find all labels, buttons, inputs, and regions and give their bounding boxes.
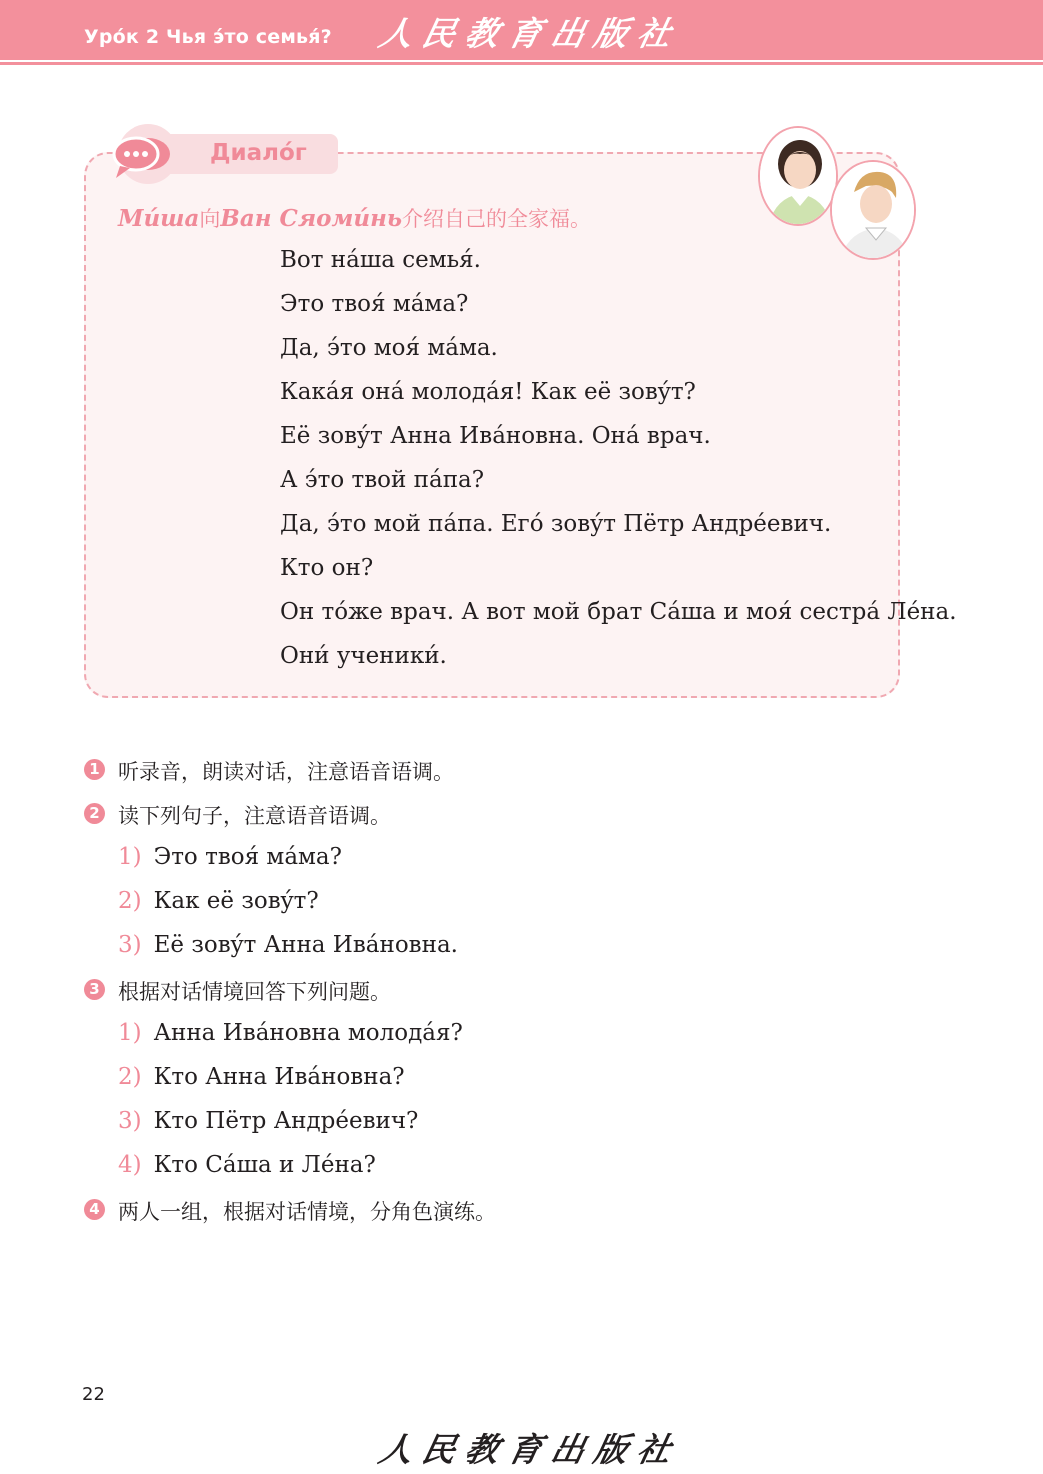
dialog-utterance: Это твоя́ мáма? [280, 291, 469, 317]
publisher-logo-header: 人民教育出版社 [375, 14, 685, 53]
task-number-badge: 4 [84, 1199, 105, 1220]
task-item-number: 1) [118, 844, 142, 870]
task-item-text: Анна Ивáновна молодáя? [153, 1020, 463, 1046]
intro-name-misha: Ми́ша [118, 205, 200, 232]
dialog-utterance: Кто он? [280, 555, 374, 581]
task-item [118, 844, 342, 874]
avatar-boy [830, 160, 916, 260]
header-rule [0, 62, 1043, 65]
task-item-number: 4) [118, 1152, 142, 1178]
dialog-utterance: Её зовýт Анна Ивáновна. Онá врач. [280, 423, 711, 449]
task-item [118, 1108, 418, 1138]
task-item-text: Как её зовýт? [153, 888, 319, 914]
dialog-utterance: Да, э́то мой пáпа. Егó зовýт Пётр Андрéевич. [280, 511, 832, 537]
task-item-number: 2) [118, 1064, 142, 1090]
task-item [118, 1064, 405, 1094]
task-number-badge: 2 [84, 803, 105, 824]
task-item-text: Её зовýт Анна Ивáновна. [153, 932, 458, 958]
task-item-text: Это твоя́ мáма? [153, 844, 342, 870]
task-instruction: 两人一组，根据对话情境，分角色演练。 [118, 1200, 496, 1224]
task-item [118, 1152, 376, 1182]
dialog-intro [118, 203, 591, 233]
chat-bubbles-icon [108, 124, 182, 186]
task-item [118, 888, 319, 918]
dialog-utterance: Он тóже врач. А вот мой брат Сáша и моя́ сестрá Лéна. [280, 599, 957, 625]
task-item [118, 1020, 463, 1050]
avatar-girl [758, 126, 838, 226]
page-number: 22 [82, 1384, 105, 1405]
task-item-number: 3) [118, 932, 142, 958]
task-number-badge: 1 [84, 759, 105, 780]
task-item-text: Кто Анна Ивáновна? [153, 1064, 405, 1090]
task-instruction: 根据对话情境回答下列问题。 [118, 980, 391, 1004]
dialog-utterance: А э́то твой пáпа? [280, 467, 485, 493]
task-number-badge: 3 [84, 979, 105, 1000]
dialog-tab-label: Диалóг [210, 140, 307, 166]
task-item-text: Кто Сáша и Лéна? [153, 1152, 376, 1178]
dialog-utterance: Какáя онá молодáя! Как её зовýт? [280, 379, 696, 405]
task-item-number: 1) [118, 1020, 142, 1046]
lesson-title: Урóк 2 Чья э́то семья́? [84, 26, 332, 48]
task-item-number: 3) [118, 1108, 142, 1134]
intro-rest: 介绍自己的全家福。 [402, 207, 592, 231]
publisher-logo-footer: 人民教育出版社 [375, 1430, 685, 1469]
task-item-number: 2) [118, 888, 142, 914]
task-item [118, 932, 458, 962]
dialog-utterance: Вот нáша семья́. [280, 247, 481, 273]
task-instruction: 听录音，朗读对话，注意语音语调。 [118, 760, 454, 784]
intro-name-wang: Ван Сяоми́нь [220, 205, 403, 232]
task-instruction: 读下列句子，注意语音语调。 [118, 804, 391, 828]
intro-connector: 向 [199, 207, 221, 231]
task-item-text: Кто Пётр Андрéевич? [153, 1108, 419, 1134]
dialog-utterance: Да, э́то моя́ мáма. [280, 335, 498, 361]
dialog-utterance: Они́ ученики́. [280, 643, 447, 669]
